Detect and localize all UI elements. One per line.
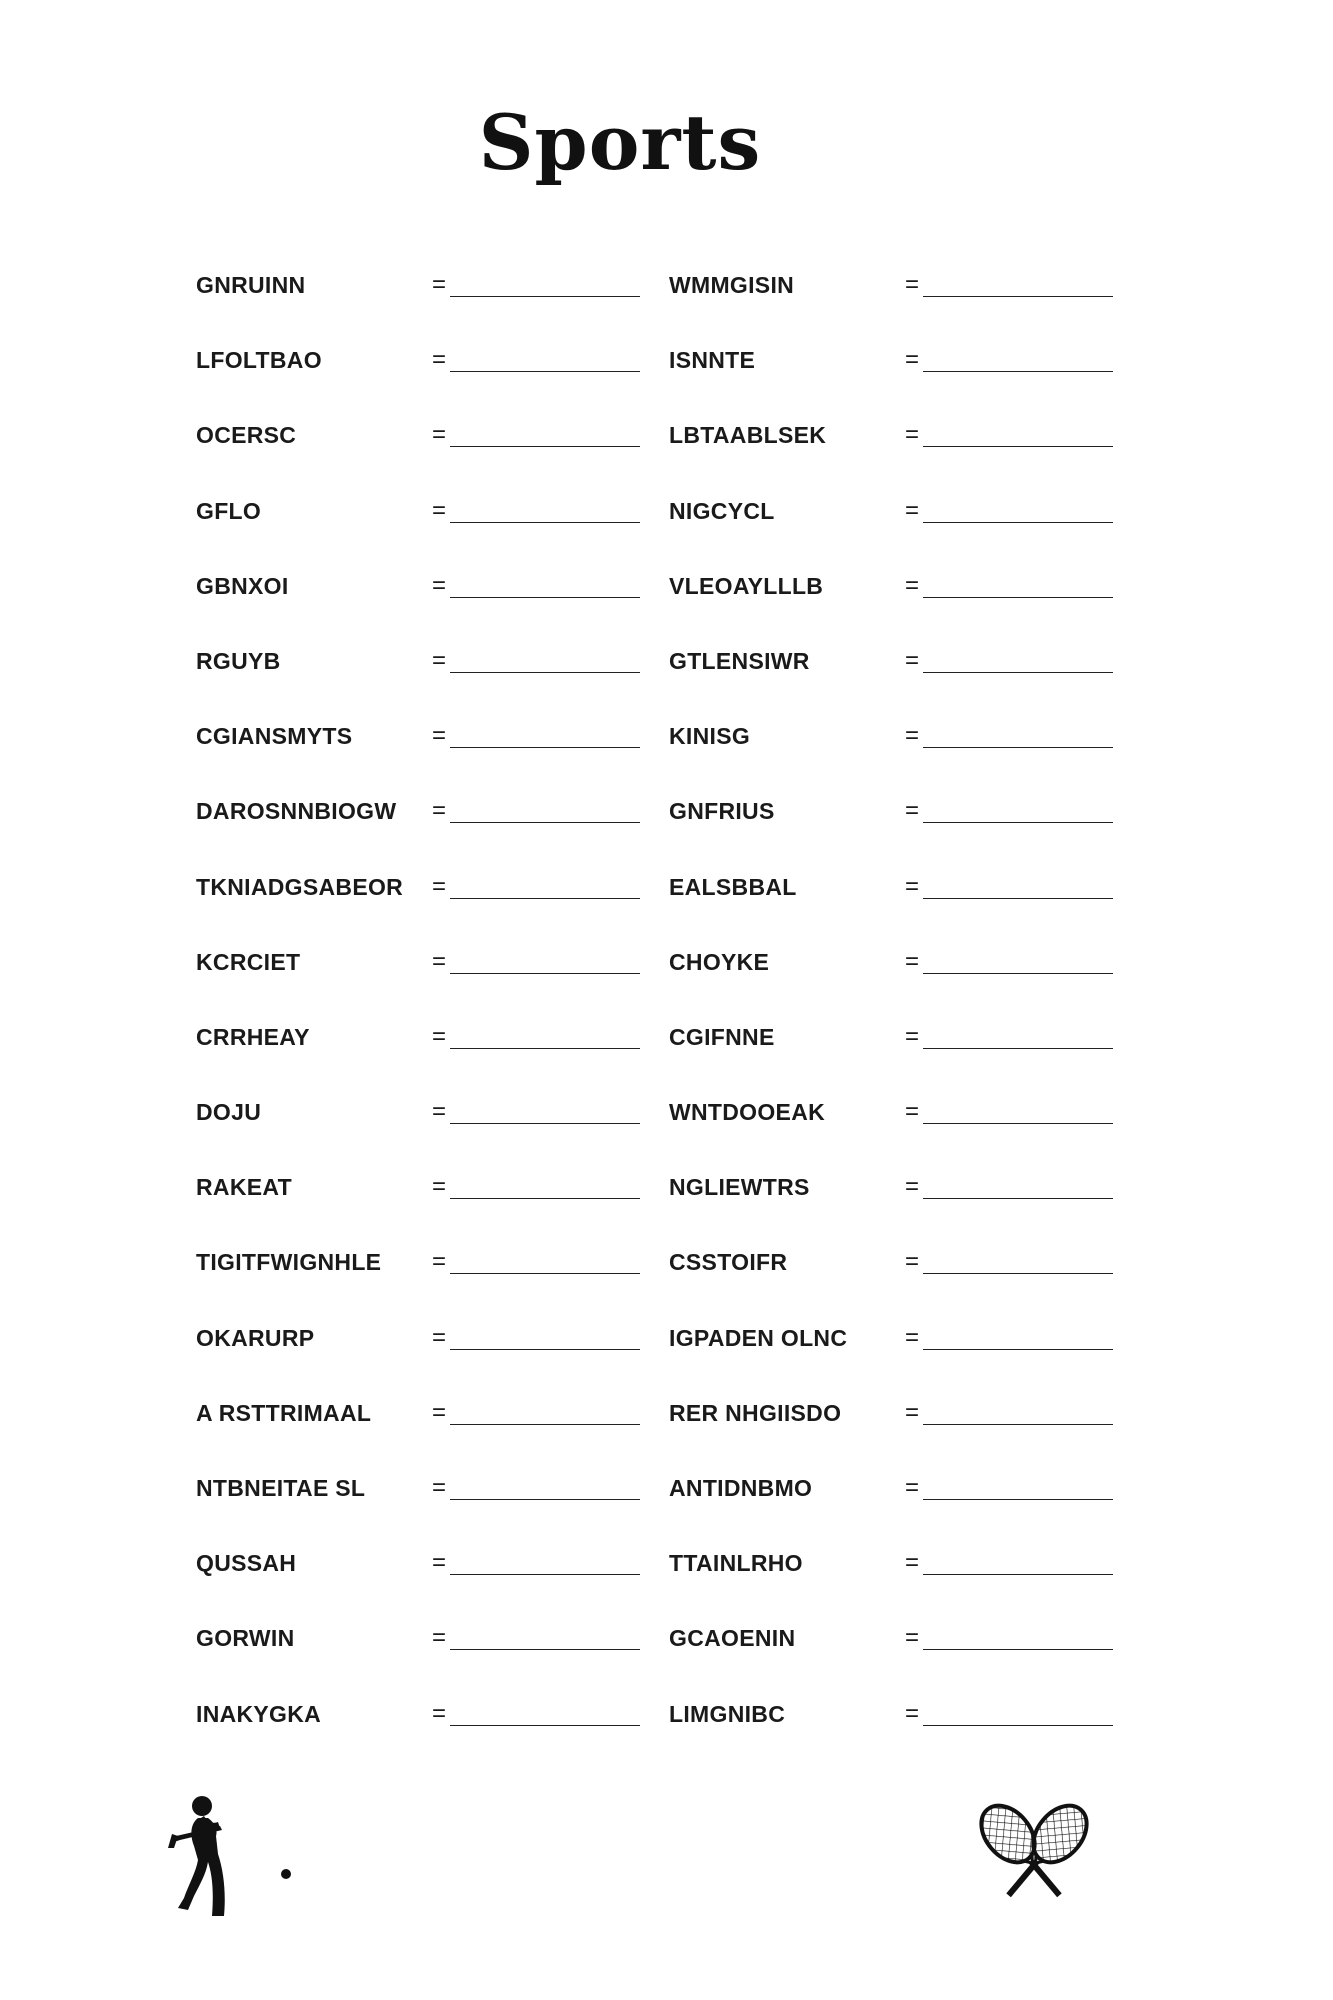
- equals-sign: =: [432, 872, 447, 900]
- puzzle-row: [196, 563, 1136, 638]
- answer-line[interactable]: [450, 747, 640, 748]
- equals-sign: =: [905, 1323, 920, 1351]
- scrambled-word: VLEOAYLLLB: [669, 572, 824, 599]
- puzzle-row: [196, 713, 1136, 788]
- answer-line[interactable]: [923, 1574, 1113, 1575]
- equals-sign: =: [905, 1248, 920, 1276]
- answer-line[interactable]: [923, 672, 1113, 673]
- equals-sign: =: [905, 1549, 920, 1577]
- equals-sign: =: [432, 947, 447, 975]
- scrambled-word: NIGCYCL: [669, 497, 775, 524]
- scrambled-word: CGIANSMYTS: [196, 723, 353, 750]
- equals-sign: =: [432, 1022, 447, 1050]
- equals-sign: =: [432, 797, 447, 825]
- answer-line[interactable]: [923, 1273, 1113, 1274]
- puzzle-row: [196, 412, 1136, 487]
- equals-sign: =: [432, 1398, 447, 1426]
- equals-sign: =: [432, 1248, 447, 1276]
- answer-line[interactable]: [450, 597, 640, 598]
- equals-sign: =: [905, 646, 920, 674]
- scrambled-word: DAROSNNBIOGW: [196, 798, 397, 825]
- answer-line[interactable]: [923, 371, 1113, 372]
- equals-sign: =: [905, 1474, 920, 1501]
- scrambled-word: RGUYB: [196, 647, 281, 674]
- crossed-tennis-rackets-icon: [968, 1798, 1100, 1918]
- answer-line[interactable]: [450, 1349, 640, 1350]
- scrambled-word: TTAINLRHO: [669, 1550, 803, 1577]
- scrambled-word: CRRHEAY: [196, 1023, 310, 1050]
- puzzle-row: [196, 1239, 1136, 1314]
- equals-sign: =: [905, 872, 920, 900]
- puzzle-row: [196, 638, 1136, 713]
- puzzle-row: [196, 1164, 1136, 1239]
- equals-sign: =: [432, 722, 447, 750]
- answer-line[interactable]: [923, 973, 1113, 974]
- equals-sign: =: [905, 947, 920, 975]
- puzzle-row: [196, 262, 1136, 337]
- answer-line[interactable]: [450, 296, 640, 297]
- equals-sign: =: [905, 571, 920, 599]
- puzzle-row: [196, 1014, 1136, 1089]
- equals-sign: =: [432, 571, 447, 599]
- answer-line[interactable]: [450, 1499, 640, 1500]
- equals-sign: =: [905, 271, 920, 298]
- equals-sign: =: [905, 346, 920, 374]
- equals-sign: =: [905, 797, 920, 825]
- equals-sign: =: [905, 421, 920, 449]
- scrambled-word: GCAOENIN: [669, 1625, 796, 1652]
- page-title: Sports: [478, 98, 762, 187]
- puzzle-row: [196, 337, 1136, 412]
- answer-line[interactable]: [450, 371, 640, 372]
- answer-line[interactable]: [450, 1198, 640, 1199]
- answer-line[interactable]: [450, 1649, 640, 1650]
- answer-line[interactable]: [923, 1649, 1113, 1650]
- answer-line[interactable]: [450, 1273, 640, 1274]
- puzzle-row: [196, 1465, 1136, 1540]
- answer-line[interactable]: [450, 1123, 640, 1124]
- answer-line[interactable]: [923, 296, 1113, 297]
- puzzle-row: [196, 1540, 1136, 1615]
- scrambled-word: GORWIN: [196, 1625, 295, 1652]
- equals-sign: =: [432, 421, 447, 449]
- puzzle-row: [196, 939, 1136, 1014]
- equals-sign: =: [432, 271, 447, 298]
- scrambled-word: INAKYGKA: [196, 1700, 322, 1727]
- answer-line[interactable]: [923, 1123, 1113, 1124]
- equals-sign: =: [432, 1173, 447, 1201]
- scrambled-word: CHOYKE: [669, 948, 770, 975]
- puzzle-row: [196, 1691, 1136, 1766]
- answer-line[interactable]: [923, 1198, 1113, 1199]
- answer-line[interactable]: [923, 1048, 1113, 1049]
- answer-line[interactable]: [450, 672, 640, 673]
- scrambled-word: TIGITFWIGNHLE: [196, 1249, 382, 1276]
- scrambled-word: NTBNEITAE SL: [196, 1475, 366, 1501]
- equals-sign: =: [432, 1699, 447, 1727]
- answer-line[interactable]: [923, 1349, 1113, 1350]
- scrambled-word: GNFRIUS: [669, 798, 775, 825]
- answer-line[interactable]: [450, 1424, 640, 1425]
- puzzle-row: [196, 1315, 1136, 1390]
- answer-line[interactable]: [450, 898, 640, 899]
- scrambled-word: WNTDOOEAK: [669, 1099, 826, 1126]
- scrambled-word: ISNNTE: [669, 347, 756, 374]
- equals-sign: =: [905, 1699, 920, 1727]
- equals-sign: =: [905, 1398, 920, 1426]
- puzzle-row: [196, 1390, 1136, 1465]
- scrambled-word: RER NHGIISDO: [669, 1399, 842, 1426]
- scrambled-word: LIMGNIBC: [669, 1700, 786, 1727]
- scrambled-word: CSSTOIFR: [669, 1249, 788, 1276]
- answer-line[interactable]: [450, 522, 640, 523]
- equals-sign: =: [905, 1022, 920, 1050]
- scrambled-word: LFOLTBAO: [196, 347, 322, 374]
- scrambled-word: NGLIEWTRS: [669, 1174, 810, 1201]
- answer-line[interactable]: [923, 1499, 1113, 1500]
- scrambled-word: GTLENSIWR: [669, 647, 810, 674]
- scrambled-word: QUSSAH: [196, 1550, 297, 1577]
- scrambled-word: KINISG: [669, 723, 751, 750]
- answer-line[interactable]: [450, 973, 640, 974]
- equals-sign: =: [432, 646, 447, 674]
- answer-line[interactable]: [923, 1725, 1113, 1726]
- scrambled-word: A RSTTRIMAAL: [196, 1399, 372, 1426]
- equals-sign: =: [905, 1098, 920, 1126]
- answer-line[interactable]: [923, 822, 1113, 823]
- answer-line[interactable]: [923, 1424, 1113, 1425]
- equals-sign: =: [905, 1173, 920, 1201]
- scrambled-word: DOJU: [196, 1099, 262, 1126]
- equals-sign: =: [432, 346, 447, 374]
- golfer-icon: [168, 1790, 308, 1920]
- equals-sign: =: [432, 1323, 447, 1351]
- scrambled-word: RAKEAT: [196, 1174, 292, 1201]
- equals-sign: =: [905, 722, 920, 750]
- scrambled-word: GFLO: [196, 497, 262, 524]
- scrambled-word: GBNXOI: [196, 572, 289, 599]
- scrambled-word: OKARURP: [196, 1324, 315, 1351]
- scrambled-word: KCRCIET: [196, 948, 301, 975]
- equals-sign: =: [432, 1624, 447, 1652]
- answer-line[interactable]: [450, 822, 640, 823]
- scrambled-word: WMMGISIN: [669, 272, 795, 298]
- puzzle-row: [196, 788, 1136, 863]
- equals-sign: =: [432, 496, 447, 524]
- scrambled-word: GNRUINN: [196, 272, 306, 298]
- scrambled-word: EALSBBAL: [669, 873, 797, 900]
- equals-sign: =: [432, 1549, 447, 1577]
- answer-line[interactable]: [923, 597, 1113, 598]
- answer-line[interactable]: [923, 747, 1113, 748]
- answer-line[interactable]: [450, 1574, 640, 1575]
- scramble-grid: [196, 262, 1136, 1766]
- equals-sign: =: [432, 1474, 447, 1501]
- scrambled-word: ANTIDNBMO: [669, 1475, 813, 1501]
- answer-line[interactable]: [450, 1725, 640, 1726]
- equals-sign: =: [432, 1098, 447, 1126]
- scrambled-word: CGIFNNE: [669, 1023, 775, 1050]
- equals-sign: =: [905, 496, 920, 524]
- answer-line[interactable]: [450, 1048, 640, 1049]
- puzzle-row: [196, 864, 1136, 939]
- answer-line[interactable]: [923, 446, 1113, 447]
- answer-line[interactable]: [450, 446, 640, 447]
- scrambled-word: OCERSC: [196, 422, 297, 449]
- scrambled-word: IGPADEN OLNC: [669, 1324, 848, 1351]
- puzzle-row: [196, 1615, 1136, 1690]
- answer-line[interactable]: [923, 898, 1113, 899]
- puzzle-row: [196, 488, 1136, 563]
- scrambled-word: LBTAABLSEK: [669, 422, 827, 449]
- answer-line[interactable]: [923, 522, 1113, 523]
- puzzle-row: [196, 1089, 1136, 1164]
- equals-sign: =: [905, 1624, 920, 1652]
- scrambled-word: TKNIADGSABEOR: [196, 873, 404, 900]
